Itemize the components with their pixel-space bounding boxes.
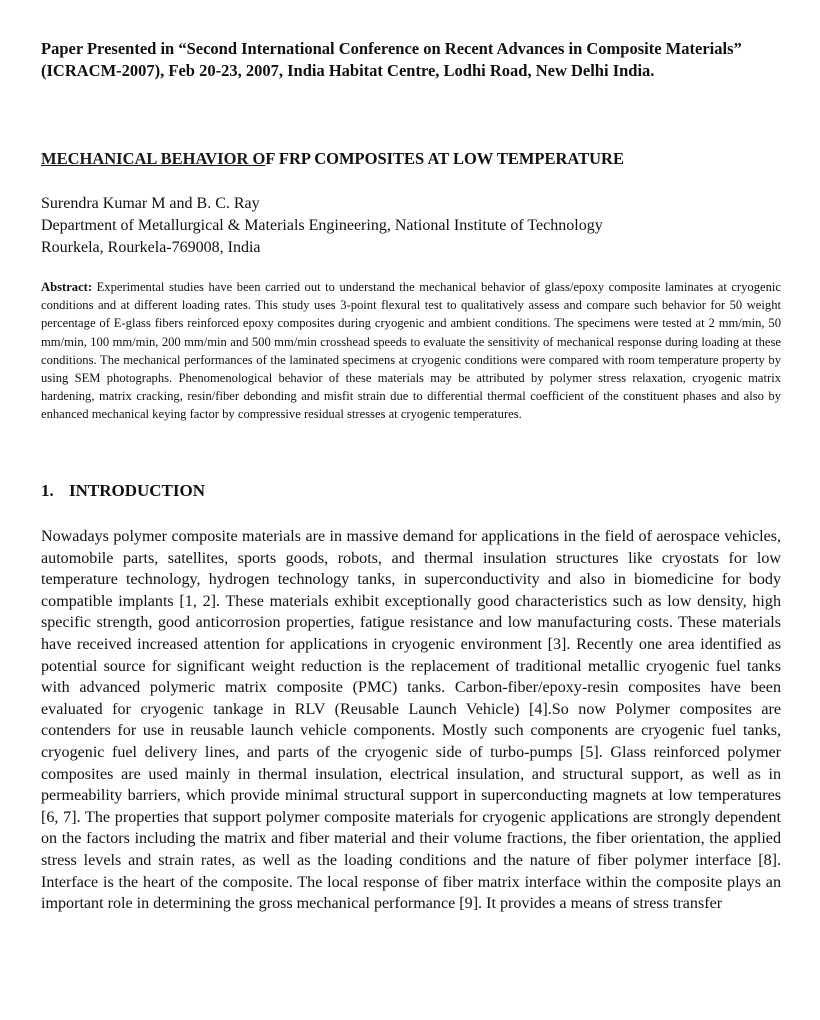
- section-title: INTRODUCTION: [69, 481, 206, 500]
- abstract-text: Experimental studies have been carried out to understand the mechanical behavior of glass/epoxy composite laminates at cryogenic conditions and at different loading rates. This study uses 3-point flexural test to qualitatively assess and compare such behavior for 50 weight percentage of E-glass fibers reinforced epoxy composites during cryogenic and ambient conditions. The specimens were tested at 2 mm/min, 50 mm/min, 100 mm/min, 200 mm/min and 500 mm/min crosshead speeds to evaluate the sensitivity of mechanical response during loading at these conditions. The mechanical performances of the laminated specimens at cryogenic conditions were compared with room temperature property by using SEM photographs. Phenomenological behavior of these materials may be attributed by polymer stress relaxation, cryogenic matrix hardening, matrix cracking, resin/fiber debonding and misfit strain due to differential thermal coefficient of the constituent phases and also by enhanced mechanical keying factor by compressive residual stresses at cryogenic temperatures.: [41, 280, 781, 422]
- affiliation: [41, 215, 781, 259]
- conference-note: Paper Presented in “Second International Conference on Recent Advances in Composite Materials” (ICRACM-2007), Feb 20-23, 2007, India Habitat Centre, Lodhi Road, New Delhi India.: [41, 39, 742, 80]
- affiliation-line-2: Rourkela, Rourkela-769008, India: [41, 239, 261, 256]
- section-number: 1.: [41, 481, 54, 500]
- affiliation-line-1: Department of Metallurgical & Materials Engineering, National Institute of Technology: [41, 217, 603, 234]
- paper-title: [41, 148, 624, 169]
- abstract-label: Abstract:: [41, 280, 93, 294]
- section-heading: [41, 480, 205, 502]
- paper-title-rest: F FRP COMPOSITES AT LOW TEMPERATURE: [265, 149, 624, 168]
- authors: Surendra Kumar M and B. C. Ray: [41, 195, 260, 212]
- paper-page: [41, 38, 781, 913]
- paper-title-underlined: MECHANICAL BEHAVIOR O: [41, 149, 266, 168]
- introduction-paragraph: Nowadays polymer composite materials are in massive demand for applications in the field of aerospace vehicles, automobile parts, satellites, sports goods, robots, and thermal insulation structures like cryostats for low temperature technology, hydrogen technology tanks, in superconductivity and also in biomedicine for body compatible implants [1, 2]. These materials exhibit exceptionally good characteristics such as low density, high specific strength, good anticorrosion properties, fatigue resistance and low manufacturing costs. These materials have received increased attention for applications in cryogenic environment [3]. Recently one area identified as potential source for significant weight reduction is the replacement of traditional metallic cryogenic fuel tanks with advanced polymeric matrix composite (PMC) tanks. Carbon-fiber/epoxy-resin composites have been evaluated for cryogenic tankage in RLV (Reusable Launch Vehicle) [4].So now Polymer composites are contenders for use in reusable launch vehicle components. Mostly such components are cryogenic fuel tanks, cryogenic fuel delivery lines, and parts of the cryogenic side of turbo-pumps [5]. Glass reinforced polymer composites are used mainly in thermal insulation, electrical insulation, and structural support, as well as in permeability barriers, which provide minimal structural support in superconducting magnets at low temperatures [6, 7]. The properties that support polymer composite materials for cryogenic applications are strongly dependent on the factors including the matrix and fiber material and their volume fractions, the fiber orientation, the applied stress levels and strain rates, as well as the loading conditions and the nature of fiber polymer interface [8]. Interface is the heart of the composite. The local response of fiber matrix interface within the composite plays an important role in determining the gross mechanical performance [9]. It provides a means of stress transfer: [41, 528, 781, 913]
- abstract: [41, 278, 781, 424]
